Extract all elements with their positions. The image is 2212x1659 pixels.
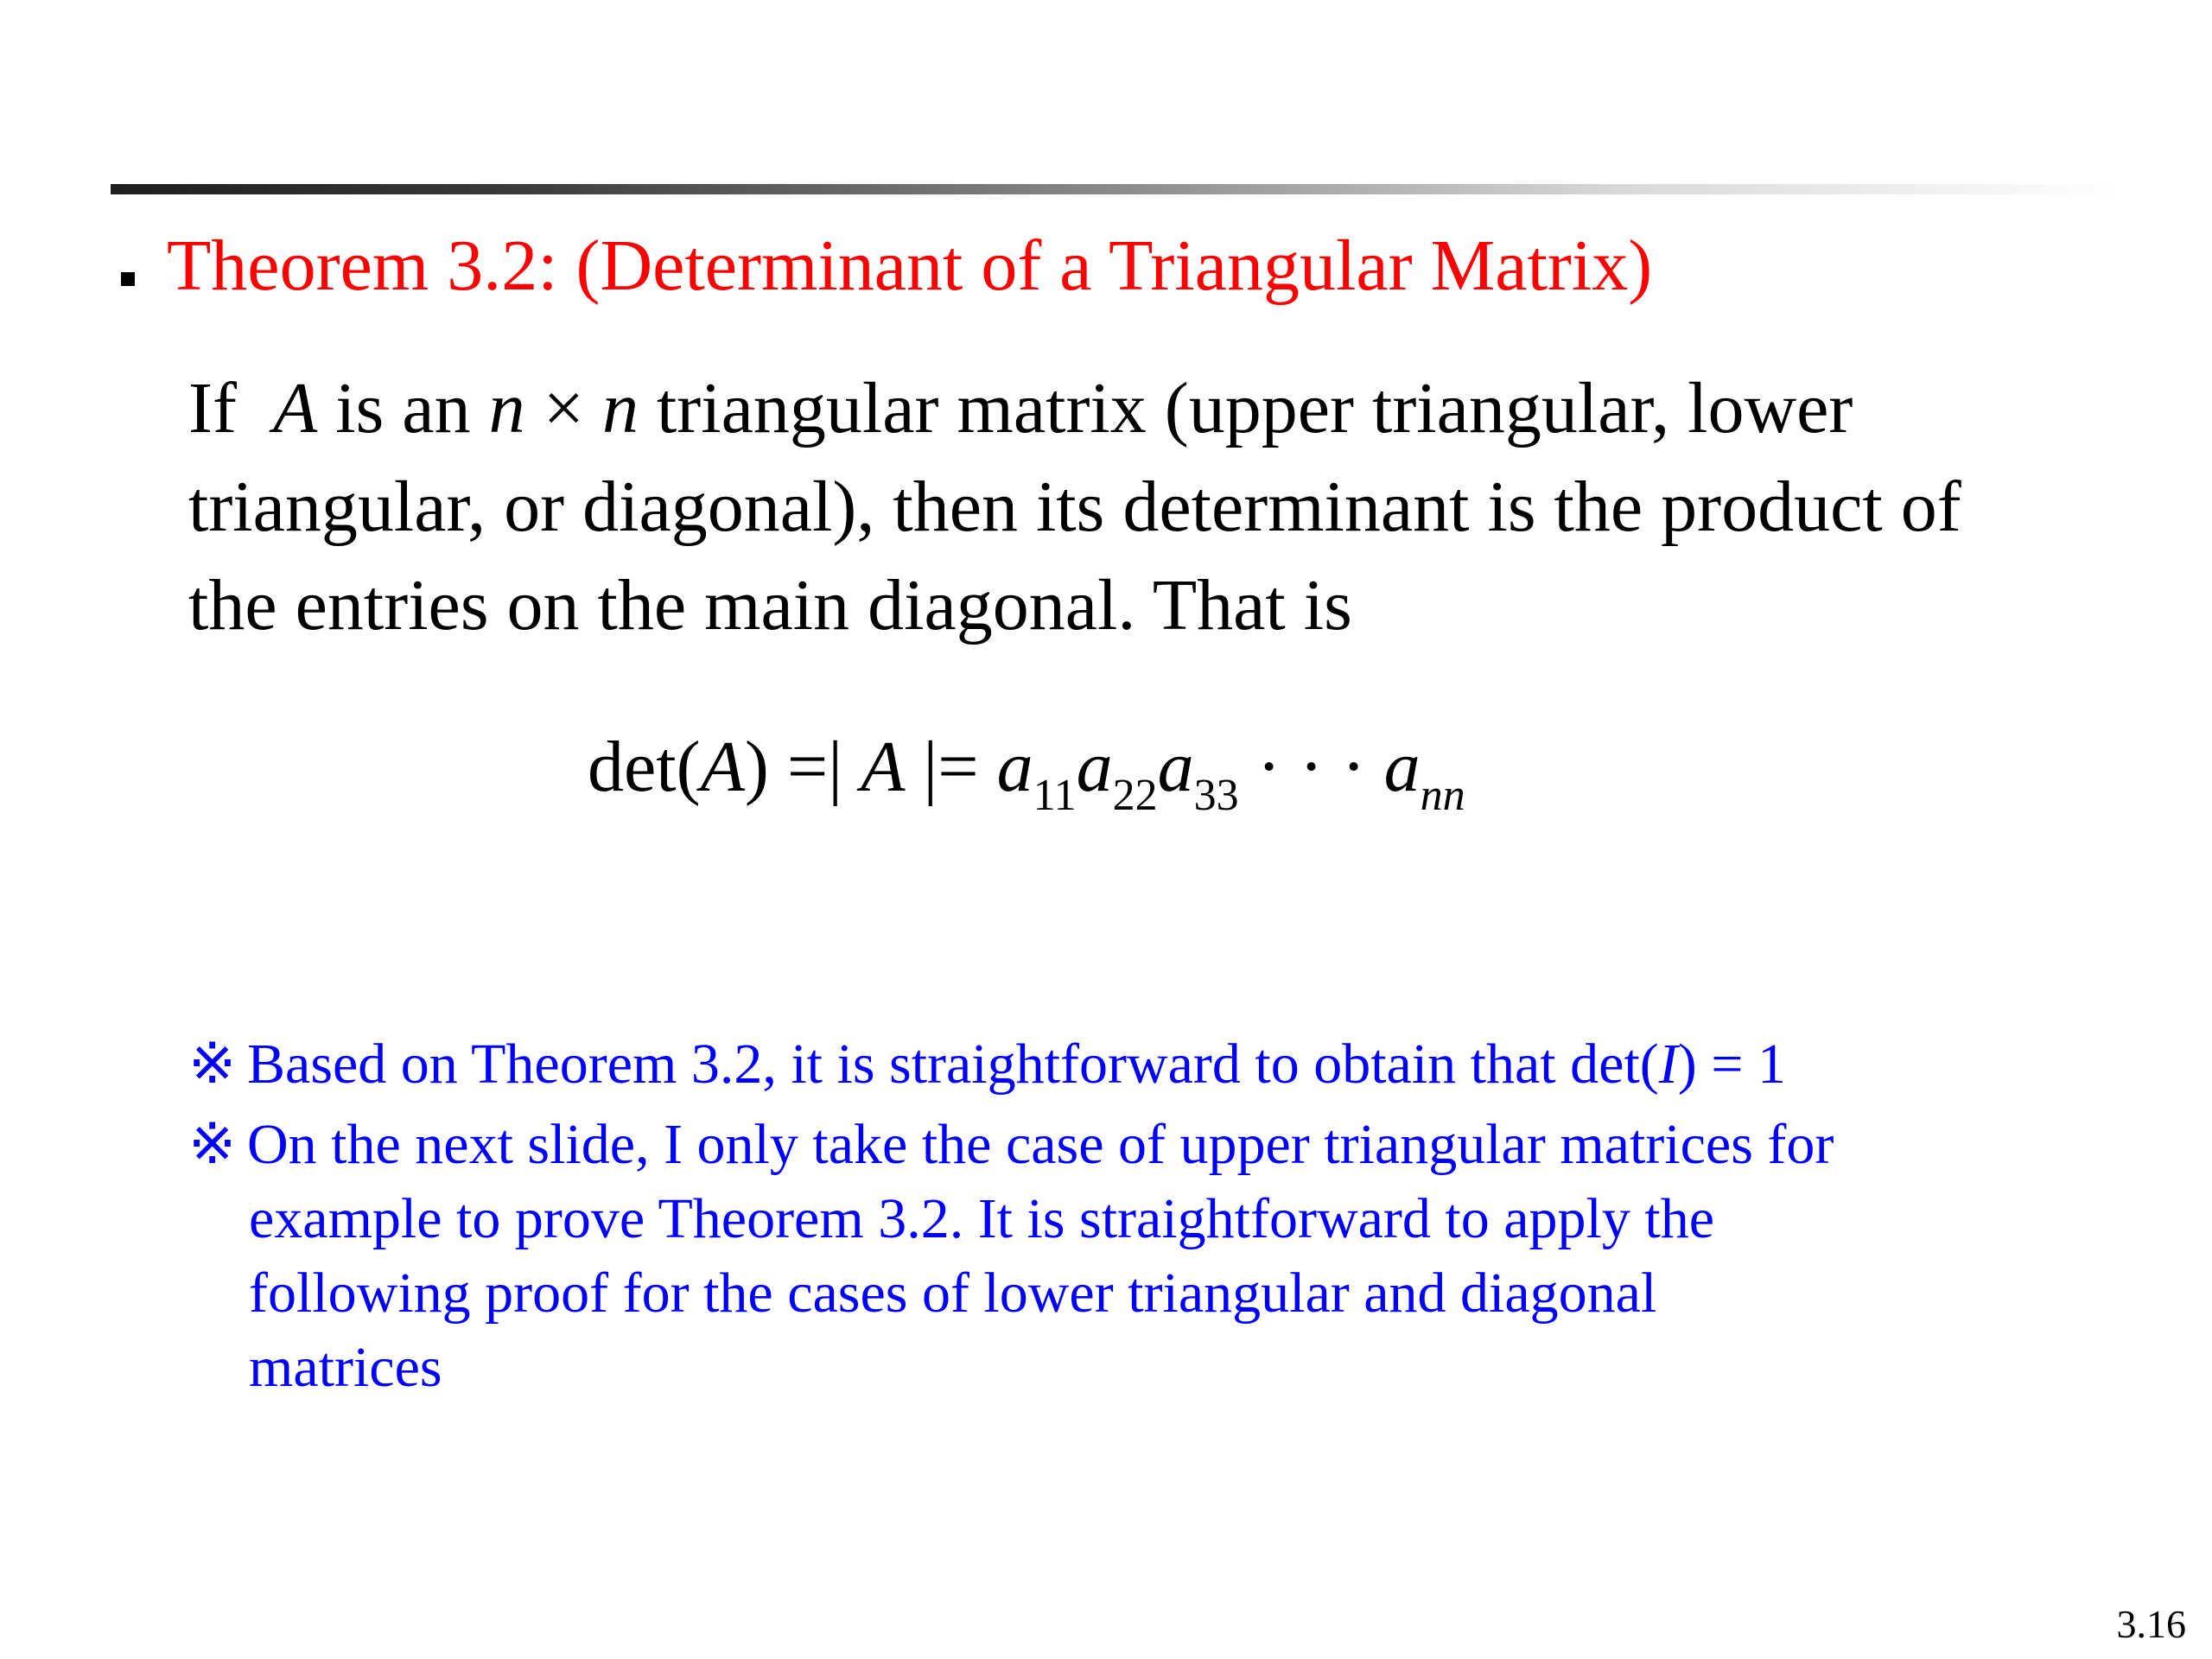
bullet-square-icon xyxy=(121,272,135,286)
determinant-formula: det(A) =| A |= $a_{11}a_{22}a_{33}$ · · · $a_{nn}$ xyxy=(588,727,1465,820)
title-divider xyxy=(111,184,2120,194)
identity-formula: det(I) = 1 xyxy=(1570,1033,1786,1096)
note-proof-line-3: following proof for the cases of lower triangular and diagonal xyxy=(249,1262,1657,1325)
theorem-statement xyxy=(188,359,2089,655)
note-proof-scope xyxy=(188,1108,2107,1405)
note-proof-line-4: matrices xyxy=(249,1336,442,1399)
statement-line-3: the entries on the main diagonal. That is xyxy=(188,565,1352,645)
note-identity-text: Based on Theorem 3.2, it is straightforward to obtain that xyxy=(247,1033,1571,1096)
note-identity xyxy=(188,1021,2107,1108)
notes xyxy=(188,1021,2107,1405)
statement-line-2: triangular, or diagonal), then its determinant is the product of xyxy=(188,467,1961,547)
note-proof-line-2: example to prove Theorem 3.2. It is straightforward to apply the xyxy=(249,1187,1714,1250)
reference-mark-icon: ※ xyxy=(188,1113,237,1176)
theorem-title: Theorem 3.2: (Determinant of a Triangular Matrix) xyxy=(167,226,1653,306)
statement-line-1: If A is an n × n triangular matrix (upper triangular, lower xyxy=(188,368,1853,448)
page-number: 3.16 xyxy=(2116,1602,2186,1646)
note-proof-line-1: ※ On the next slide, I only take the case of upper triangular matrices for xyxy=(188,1108,2107,1182)
reference-mark-icon: ※ xyxy=(188,1033,237,1096)
